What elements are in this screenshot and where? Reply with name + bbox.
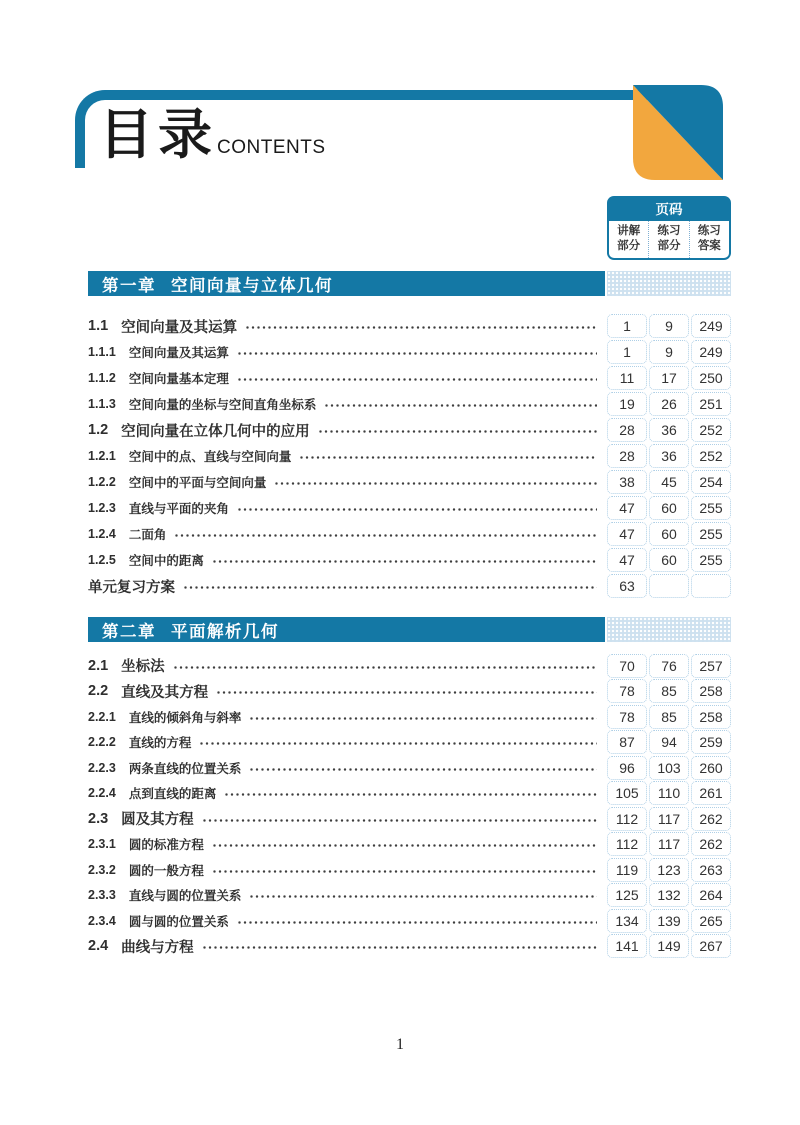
- entry-number: 2.3.4: [88, 913, 116, 928]
- page-number-cell: 259: [691, 730, 731, 754]
- page-number-cell: 85: [649, 679, 689, 703]
- page-number-cell: 249: [691, 314, 731, 338]
- entry-title: 直线与圆的位置关系: [128, 889, 242, 904]
- page-number-cell: 252: [691, 444, 731, 468]
- toc-entry: [88, 704, 731, 730]
- page-number-cell: 78: [607, 705, 647, 729]
- page-number-cell: 267: [691, 934, 731, 958]
- entry-title: 曲线与方程: [121, 939, 194, 956]
- page-number-cell: 141: [607, 934, 647, 958]
- entry-number: 2.3.3: [88, 888, 116, 903]
- entry-page-cells: [607, 574, 731, 598]
- page-number-cell: 70: [607, 654, 647, 678]
- dot-leader: [238, 508, 597, 511]
- dot-leader: [300, 456, 597, 459]
- toc-entry: [88, 365, 731, 391]
- entry-page-cells: [607, 909, 731, 933]
- chapter-entries: [88, 653, 731, 959]
- dot-leader: [225, 793, 597, 796]
- page-number-cell: 38: [607, 470, 647, 494]
- entry-number: 2.2.2: [88, 735, 116, 750]
- entry-title: 点到直线的距离: [128, 787, 217, 802]
- entry-page-cells: [607, 934, 731, 958]
- toc-entry: [88, 755, 731, 781]
- page-number-cell: 36: [649, 418, 689, 442]
- toc-entry: [88, 443, 731, 469]
- page-number-cell: 1: [607, 340, 647, 364]
- entry-page-cells: [607, 730, 731, 754]
- page-number-cell: 255: [691, 496, 731, 520]
- page-number-cell: 60: [649, 522, 689, 546]
- entry-number: 2.2: [88, 683, 109, 700]
- chapter-section: [88, 271, 731, 599]
- entry-title: 空间向量的坐标与空间直角坐标系: [128, 398, 317, 412]
- page-number-cell: 87: [607, 730, 647, 754]
- dot-leader: [250, 768, 597, 771]
- entry-title: 空间中的距离: [128, 554, 204, 568]
- page-number-cell: [691, 574, 731, 598]
- footer-page-number: 1: [396, 1036, 404, 1053]
- entry-page-cells: [607, 858, 731, 882]
- legend-column-line1: 练习: [657, 225, 681, 237]
- entry-page-cells: [607, 392, 731, 416]
- page-number-cell: 112: [607, 832, 647, 856]
- entry-page-cells: [607, 705, 731, 729]
- page-number-cell: 149: [649, 934, 689, 958]
- entry-title: 圆及其方程: [121, 812, 194, 829]
- entry-page-cells: [607, 679, 731, 703]
- toc-entry: [88, 495, 731, 521]
- chapter-section: [88, 617, 731, 959]
- dot-leader: [174, 666, 597, 669]
- page-number-cell: 45: [649, 470, 689, 494]
- page-number-cell: 254: [691, 470, 731, 494]
- dot-leader: [203, 946, 597, 949]
- page-number-cell: 250: [691, 366, 731, 390]
- entry-title: 两条直线的位置关系: [128, 761, 242, 776]
- entry-number: 2.3: [88, 810, 109, 827]
- entry-page-cells: [607, 781, 731, 805]
- entry-page-cells: [607, 366, 731, 390]
- page-number-cell: 78: [607, 679, 647, 703]
- entry-number: 2.1: [88, 657, 109, 674]
- page-number-cell: 258: [691, 679, 731, 703]
- dot-leader: [200, 742, 597, 745]
- toc-entry: [88, 521, 731, 547]
- entry-number: 2.3.2: [88, 862, 116, 877]
- entry-title: 空间向量基本定理: [128, 372, 229, 386]
- entry-number: 1.1: [88, 318, 109, 334]
- page-number-cell: 26: [649, 392, 689, 416]
- legend-columns: [607, 221, 731, 260]
- entry-title: 圆的一般方程: [128, 863, 204, 878]
- page-number-cell: 139: [649, 909, 689, 933]
- legend-column-line2: 部分: [657, 239, 681, 252]
- entry-title: 空间中的平面与空间向量: [128, 476, 267, 490]
- chapter-entries: [88, 313, 731, 599]
- toc-chapters: [88, 271, 731, 959]
- page-title: 目录: [99, 105, 217, 165]
- legend-title: 页码: [607, 196, 731, 221]
- toc-entry: [88, 653, 731, 679]
- page-number-cell: 262: [691, 832, 731, 856]
- dot-leader: [250, 895, 597, 898]
- toc-entry: [88, 883, 731, 909]
- entry-number: 1.2.3: [88, 501, 116, 515]
- entry-number: 2.2.4: [88, 786, 116, 801]
- page-number-cell: 60: [649, 548, 689, 572]
- entry-number: 1.1.3: [88, 397, 116, 411]
- page-number-cell: 85: [649, 705, 689, 729]
- entry-title: 直线的方程: [128, 736, 192, 751]
- entry-number: 2.3.1: [88, 837, 116, 852]
- legend-column-line2: 部分: [617, 239, 641, 252]
- entry-title: 空间中的点、直线与空间向量: [128, 450, 292, 464]
- toc-entry: [88, 313, 731, 339]
- dot-leader: [213, 870, 597, 873]
- dot-leader: [175, 534, 597, 537]
- entry-title: 圆的标准方程: [128, 838, 204, 853]
- page-number-cell: 265: [691, 909, 731, 933]
- entry-number: 1.2: [88, 422, 109, 438]
- toc-entry: [88, 857, 731, 883]
- page-number-cell: 63: [607, 574, 647, 598]
- page-number-cell: 96: [607, 756, 647, 780]
- page-number-cell: 252: [691, 418, 731, 442]
- page-number-cell: 257: [691, 654, 731, 678]
- entry-title: 直线及其方程: [121, 684, 209, 701]
- page-title-subtitle: CONTENTS: [217, 137, 326, 159]
- dot-leader: [213, 844, 597, 847]
- entry-page-cells: [607, 314, 731, 338]
- toc-entry: [88, 469, 731, 495]
- entry-title: 单元复习方案: [88, 579, 175, 596]
- entry-page-cells: [607, 883, 731, 907]
- entry-page-cells: [607, 444, 731, 468]
- toc-entry: [88, 339, 731, 365]
- page-number-cell: 255: [691, 522, 731, 546]
- page-number-cell: 264: [691, 883, 731, 907]
- page-number-cell: 260: [691, 756, 731, 780]
- page-number-cell: 11: [607, 366, 647, 390]
- entry-number: 2.4: [88, 938, 109, 955]
- chapter-number: 第一章: [102, 276, 156, 295]
- page-number-cell: 117: [649, 832, 689, 856]
- dot-leader: [203, 819, 597, 822]
- entry-page-cells: [607, 756, 731, 780]
- halftone-decoration: [607, 617, 731, 642]
- page-number-cell: 28: [607, 444, 647, 468]
- page-number-cell: 262: [691, 807, 731, 831]
- halftone-decoration: [607, 271, 731, 296]
- dot-leader: [217, 691, 597, 694]
- entry-title: 坐标法: [121, 659, 165, 676]
- entry-number: 1.1.2: [88, 371, 116, 385]
- dot-leader: [213, 560, 597, 563]
- page-number-cell: 255: [691, 548, 731, 572]
- page-number-cell: 258: [691, 705, 731, 729]
- dot-leader: [325, 404, 597, 407]
- page-number-legend: [607, 196, 731, 260]
- dot-leader: [238, 352, 597, 355]
- entry-title: 空间向量及其运算: [121, 319, 238, 336]
- entry-number: 1.2.1: [88, 449, 116, 463]
- page-number-cell: 117: [649, 807, 689, 831]
- page-number-cell: 112: [607, 807, 647, 831]
- page-number-cell: 9: [649, 340, 689, 364]
- page-number-cell: 251: [691, 392, 731, 416]
- toc-entry: [88, 391, 731, 417]
- legend-column-label: [648, 221, 688, 258]
- dot-leader: [238, 921, 597, 924]
- entry-number: 2.2.3: [88, 760, 116, 775]
- chapter-header-row: [88, 271, 731, 296]
- toc-entry: [88, 806, 731, 832]
- entry-page-cells: [607, 522, 731, 546]
- dot-leader: [275, 482, 597, 485]
- entry-number: 1.2.2: [88, 475, 116, 489]
- entry-title: 空间向量及其运算: [128, 346, 229, 360]
- entry-title: 直线与平面的夹角: [128, 502, 229, 516]
- entry-number: 1.2.4: [88, 527, 116, 541]
- toc-entry: [88, 934, 731, 960]
- page-number-cell: [649, 574, 689, 598]
- entry-page-cells: [607, 807, 731, 831]
- entry-title: 二面角: [128, 528, 167, 542]
- entry-page-cells: [607, 418, 731, 442]
- entry-page-cells: [607, 548, 731, 572]
- legend-column-line2: 答案: [697, 239, 721, 252]
- page-number-cell: 261: [691, 781, 731, 805]
- page-number-cell: 19: [607, 392, 647, 416]
- toc-entry: [88, 781, 731, 807]
- chapter-title: 平面解析几何: [171, 622, 279, 641]
- toc-entry: [88, 417, 731, 443]
- toc-entry: [88, 908, 731, 934]
- entry-number: 1.2.5: [88, 553, 116, 567]
- entry-page-cells: [607, 496, 731, 520]
- page-number-cell: 110: [649, 781, 689, 805]
- page-number-cell: 47: [607, 548, 647, 572]
- page-number-cell: 249: [691, 340, 731, 364]
- corner-triangle-decoration: [633, 85, 723, 180]
- page-number-cell: 125: [607, 883, 647, 907]
- page-number-cell: 123: [649, 858, 689, 882]
- legend-column-line1: 练习: [697, 225, 721, 237]
- dot-leader: [246, 326, 597, 329]
- page-number-cell: 76: [649, 654, 689, 678]
- page-title-block: [99, 106, 326, 165]
- entry-title: 圆与圆的位置关系: [128, 914, 229, 929]
- chapter-number: 第二章: [102, 622, 156, 641]
- dot-leader: [319, 430, 597, 433]
- chapter-header-bar: [88, 271, 605, 296]
- toc-entry: [88, 679, 731, 705]
- legend-column-label: [609, 221, 648, 258]
- page-number-cell: 1: [607, 314, 647, 338]
- toc-entry: [88, 832, 731, 858]
- corner-triangle-svg: [633, 85, 723, 180]
- page-number-cell: 134: [607, 909, 647, 933]
- page-number-cell: 60: [649, 496, 689, 520]
- entry-page-cells: [607, 340, 731, 364]
- page-number-cell: 28: [607, 418, 647, 442]
- entry-number: 2.2.1: [88, 709, 116, 724]
- entry-page-cells: [607, 832, 731, 856]
- entry-page-cells: [607, 470, 731, 494]
- page-number-cell: 94: [649, 730, 689, 754]
- entry-page-cells: [607, 654, 731, 678]
- entry-title: 直线的倾斜角与斜率: [128, 710, 242, 725]
- entry-number: 1.1.1: [88, 345, 116, 359]
- page-number-cell: 263: [691, 858, 731, 882]
- page-number-cell: 9: [649, 314, 689, 338]
- page-number-cell: 47: [607, 496, 647, 520]
- page-number-cell: 47: [607, 522, 647, 546]
- dot-leader: [238, 378, 597, 381]
- toc-entry: [88, 547, 731, 573]
- page-number-cell: 36: [649, 444, 689, 468]
- dot-leader: [184, 586, 597, 589]
- legend-column-line1: 讲解: [617, 225, 641, 237]
- toc-entry: [88, 730, 731, 756]
- chapter-header-bar: [88, 617, 605, 642]
- toc-entry: [88, 573, 731, 599]
- chapter-title: 空间向量与立体几何: [171, 276, 333, 295]
- page-number-cell: 132: [649, 883, 689, 907]
- page-number-cell: 17: [649, 366, 689, 390]
- page-number-cell: 103: [649, 756, 689, 780]
- page-number-cell: 119: [607, 858, 647, 882]
- page-number-cell: 105: [607, 781, 647, 805]
- legend-column-label: [689, 221, 729, 258]
- chapter-header-row: [88, 617, 731, 642]
- dot-leader: [250, 717, 597, 720]
- entry-title: 空间向量在立体几何中的应用: [121, 423, 310, 440]
